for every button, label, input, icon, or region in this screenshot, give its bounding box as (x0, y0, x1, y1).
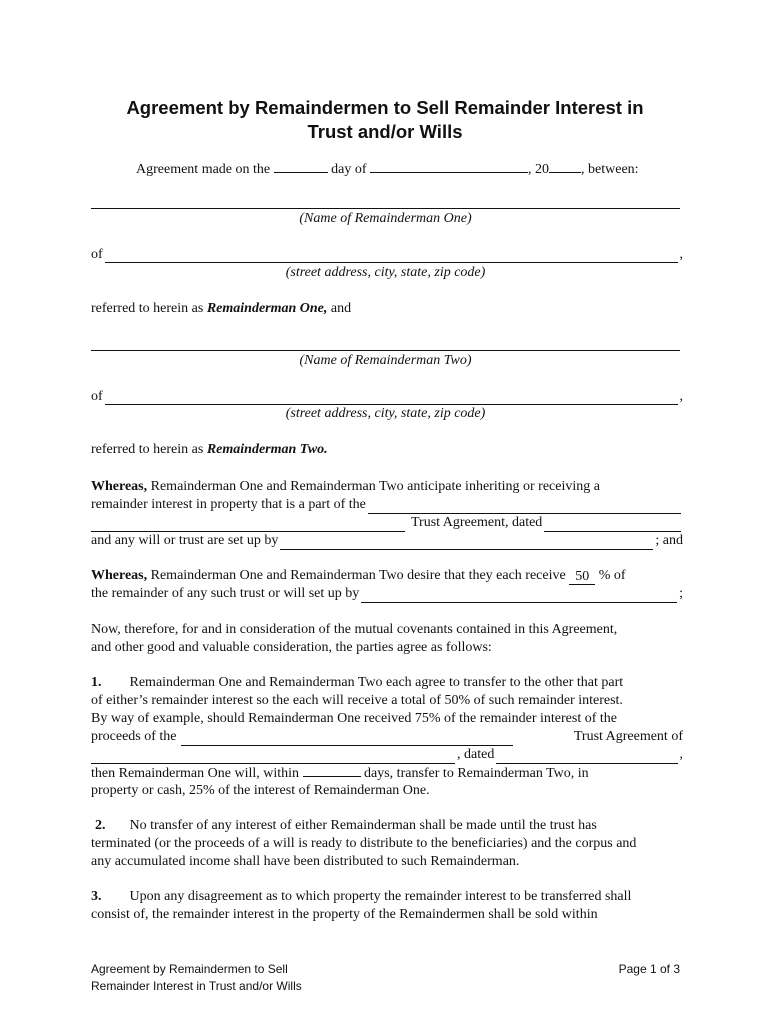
clause1-line3: By way of example, should Remainderman One received 75% of the remainder interest of the (91, 711, 617, 726)
page-number: Page 1 of 3 (618, 962, 680, 976)
remainderman-one-address-row: of , (91, 247, 683, 262)
clause1-line2: of either’s remainder interest so the each will receive a total of 50% of such remainder interest. (91, 693, 623, 708)
clause1-line4-start: proceeds of the (91, 729, 177, 744)
intro-between: , between: (581, 162, 639, 177)
whereas-paragraph-2 (91, 567, 683, 603)
remainderman-two-address-caption: (street address, city, state, zip code) (285, 406, 486, 421)
title-line-2: Trust and/or Wills (307, 121, 463, 142)
whereas-paragraph-1 (91, 478, 683, 550)
clause1-line6-end: days, transfer to Remainderman Two, in (364, 766, 589, 781)
whereas2-line2: the remainder of any such trust or will set up by (91, 586, 360, 601)
referred-text: referred to herein as (91, 442, 204, 457)
clause1-line1: Remainderman One and Remainderman Two each agree to transfer to the other that part (129, 675, 624, 690)
clause-2 (91, 817, 683, 871)
clause-3-number: 3. (91, 889, 102, 904)
remainderman-one-referred (91, 301, 351, 317)
clause-1-number: 1. (91, 675, 102, 690)
percent-suffix: % of (598, 568, 626, 583)
clause3-line1: Upon any disagreement as to which property the remainder interest to be transferred shall (129, 889, 632, 904)
title-line-1: Agreement by Remaindermen to Sell Remainder Interest in (126, 97, 644, 118)
will-set-up-by-field[interactable] (361, 589, 677, 603)
days-field[interactable] (303, 764, 361, 777)
proceeds-trust-field[interactable] (181, 732, 513, 746)
clause1-dated: , dated (457, 747, 495, 762)
now-therefore-line1: Now, therefore, for and in consideration of the mutual covenants contained in this Agreement, (91, 622, 618, 637)
remainderman-two-address-row: of , (91, 389, 683, 404)
intro-line (136, 160, 639, 178)
remainderman-one-name-caption: (Name of Remainderman One) (299, 211, 472, 226)
clause1-line5-end: , (679, 747, 683, 762)
clause2-line3: any accumulated income shall have been distributed to such Remainderman. (91, 854, 520, 869)
percent-field[interactable]: 50 (569, 570, 595, 585)
referred-text: referred to herein as (91, 301, 204, 316)
clause1-date-field[interactable] (496, 750, 677, 764)
now-therefore-paragraph (91, 621, 683, 657)
clause2-line2: terminated (or the proceeds of a will is ready to distribute to the beneficiaries) and the corpus and (91, 836, 637, 851)
remainderman-one-label: Remainderman One, (206, 301, 328, 316)
day-blank[interactable] (274, 160, 328, 173)
whereas1-line4: and any will or trust are set up by (91, 533, 279, 548)
remainderman-two-label: Remainderman Two. (206, 442, 328, 457)
intro-day-of: day of (331, 162, 367, 177)
clause1-line4-end: Trust Agreement of (573, 729, 683, 744)
now-therefore-line2: and other good and valuable consideration, the parties agree as follows: (91, 640, 492, 655)
trust-agreement-dated: Trust Agreement, dated (411, 515, 543, 530)
clause-1 (91, 674, 683, 800)
remainderman-two-address-field[interactable] (105, 391, 678, 405)
intro-year-prefix: , 20 (528, 162, 550, 177)
set-up-by-field[interactable] (280, 536, 653, 550)
whereas-label: Whereas, (91, 479, 148, 494)
of-label: of (91, 247, 103, 262)
of-label: of (91, 389, 103, 404)
clause1-line7: property or cash, 25% of the interest of Remainderman One. (91, 783, 430, 798)
month-blank[interactable] (370, 160, 528, 173)
year-blank[interactable] (549, 160, 581, 173)
trust-agreement-of-field[interactable] (91, 750, 455, 764)
trust-date-field[interactable] (544, 518, 681, 532)
remainderman-one-address-field[interactable] (105, 249, 678, 263)
whereas2-line1: Remainderman One and Remainderman Two desire that they each receive (150, 568, 566, 583)
whereas2-line2-end: ; (679, 586, 683, 601)
referred-tail: and (330, 301, 352, 316)
document-title (60, 96, 710, 144)
footer-title (91, 961, 302, 995)
intro-made-on: Agreement made on the (136, 162, 271, 177)
remainderman-two-name-line[interactable] (91, 350, 680, 351)
footer-line1: Agreement by Remaindermen to Sell (91, 962, 288, 976)
remainderman-one-name-line[interactable] (91, 208, 680, 209)
trust-name-field[interactable] (368, 500, 681, 514)
whereas1-line4-end: ; and (655, 533, 683, 548)
whereas-label: Whereas, (91, 568, 148, 583)
footer-line2: Remainder Interest in Trust and/or Wills (91, 979, 302, 993)
clause2-line1: No transfer of any interest of either Remainderman shall be made until the trust has (129, 818, 597, 833)
remainderman-two-referred (91, 442, 328, 458)
clause-3 (91, 888, 683, 924)
whereas1-line1: Remainderman One and Remainderman Two anticipate inheriting or receiving a (150, 479, 600, 494)
trust-name-field-cont[interactable] (91, 518, 405, 532)
remainderman-two-name-caption: (Name of Remainderman Two) (299, 353, 472, 368)
clause3-line2: consist of, the remainder interest in the property of the Remaindermen shall be sold within (91, 907, 598, 922)
clause1-line6-start: then Remainderman One will, within (91, 766, 300, 781)
whereas1-line2: remainder interest in property that is a part of the (91, 497, 366, 512)
clause-2-number: 2. (95, 818, 106, 833)
remainderman-one-address-caption: (street address, city, state, zip code) (285, 265, 486, 280)
